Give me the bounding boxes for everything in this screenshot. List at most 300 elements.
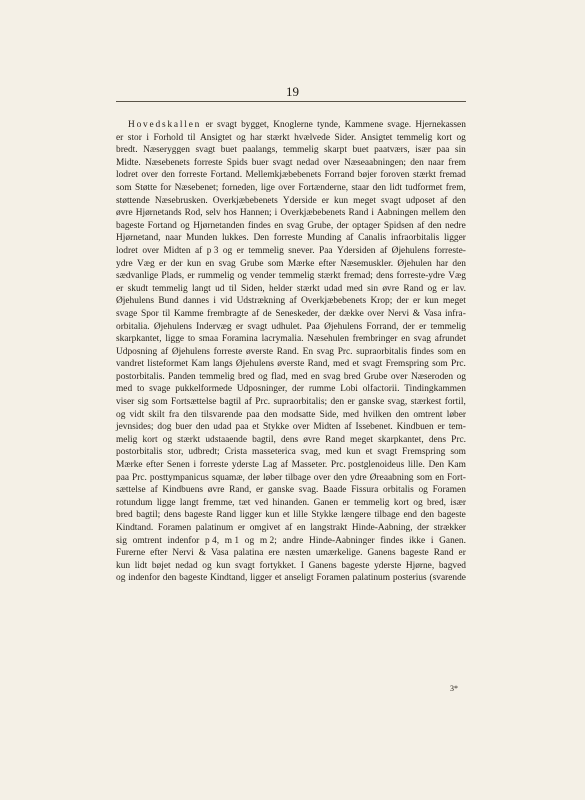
word: bageste [437, 510, 466, 521]
word: meget [353, 195, 377, 206]
word: Næseryggen [143, 145, 190, 156]
word: der [292, 384, 305, 395]
text-line [116, 182, 466, 195]
word: Kam [447, 460, 466, 471]
word: kun [116, 560, 131, 571]
word: lodret [116, 170, 138, 181]
word: er [458, 548, 466, 559]
word: smaa [198, 334, 219, 345]
word: Fortand [147, 220, 177, 231]
word: buer [251, 157, 269, 168]
word: den [452, 195, 466, 206]
word: Knoglerne [273, 120, 313, 130]
word: kun [334, 195, 349, 206]
word: til [228, 283, 237, 294]
word: hvilken [363, 409, 392, 420]
word: langt [192, 283, 211, 294]
word: bageste [341, 560, 370, 571]
word: over [323, 157, 340, 168]
word: stærkt [266, 132, 290, 143]
word: forreste [193, 157, 223, 168]
word: bøjer [357, 170, 377, 181]
word: Næsebenets [144, 157, 190, 168]
word: Kindtand. [116, 523, 154, 533]
word: kun [424, 296, 439, 307]
word: den [372, 182, 387, 193]
word: temmelig [396, 132, 433, 143]
word: og [237, 271, 247, 282]
word: udposet [405, 195, 436, 206]
word: foroven [380, 170, 410, 181]
word: er [159, 258, 167, 269]
word: indenfor [128, 573, 160, 584]
word: palatinum [195, 523, 234, 533]
word: posttympanicus [149, 472, 209, 483]
word: postorbitalis [116, 447, 163, 458]
word: har [436, 258, 449, 269]
word: af [160, 346, 169, 357]
word: med [346, 283, 363, 294]
word: den [427, 220, 442, 231]
word: forreste-ydre [396, 271, 445, 282]
text-line [116, 232, 466, 245]
word: rotundum [116, 497, 153, 508]
word: skarpkantet, [378, 434, 424, 445]
word: staar [351, 182, 370, 193]
word: dens [163, 510, 182, 521]
word: bredt. [116, 145, 138, 156]
word: Siden, [240, 283, 265, 294]
word: Midten [163, 245, 191, 256]
word: to [187, 334, 196, 345]
word: forreste [213, 346, 243, 357]
text-line [116, 547, 466, 560]
word: frem, [445, 182, 466, 193]
word: ligger [239, 510, 262, 521]
word: øverste [245, 346, 274, 357]
word: Øjehulens [116, 296, 155, 307]
word: svagt [377, 447, 398, 458]
word: Kamme [173, 308, 204, 319]
text-line [116, 119, 466, 132]
text-line [116, 321, 466, 334]
word: en [310, 371, 320, 382]
word: den [183, 409, 197, 420]
word: naar [165, 233, 182, 244]
word: der [336, 220, 349, 231]
word: Krop; [370, 296, 393, 307]
word: Sider. [334, 132, 357, 143]
word: Ganens [308, 560, 337, 571]
word: kun [346, 447, 361, 458]
word: bageste [179, 573, 208, 584]
word: omtrent [413, 409, 443, 420]
word: to [136, 384, 145, 395]
word: rumme [308, 384, 336, 395]
word: palatina [233, 548, 264, 559]
word: Næsehulen [307, 334, 349, 345]
word: fremad; [343, 271, 373, 282]
word: svag [323, 371, 341, 382]
word: med [116, 384, 133, 395]
word: Side, [319, 409, 339, 420]
word: p 3 [206, 245, 219, 256]
word: svag. [298, 485, 319, 496]
word: en [435, 472, 445, 483]
word: Kammene [344, 120, 384, 130]
word: over [313, 472, 331, 483]
word: m 1 [224, 535, 240, 546]
word: flad, [270, 371, 288, 382]
word: Yderside [282, 195, 317, 206]
word: Fortænderne, [298, 182, 349, 193]
word: vender [250, 271, 276, 282]
word: med [332, 359, 350, 370]
word: Hovedskallen [128, 120, 202, 130]
word: som [416, 472, 433, 483]
word: Øjehulens [235, 359, 274, 370]
word: Panden [168, 371, 196, 382]
text-line [116, 308, 466, 321]
word: Kindbuen [396, 422, 434, 433]
word: bagtil; [136, 510, 161, 521]
word: frembragte [207, 308, 249, 319]
word: og [413, 497, 423, 508]
word: bagtil, [252, 434, 276, 445]
word: Ganen. [439, 535, 466, 546]
word: svag, [300, 447, 321, 458]
word: især [415, 145, 431, 156]
text-line [116, 333, 466, 346]
word: med [342, 409, 359, 420]
word: og [236, 132, 246, 143]
word: Spids [226, 157, 248, 168]
word: og [222, 245, 233, 256]
word: fremad [439, 170, 466, 181]
word: m 2; [259, 535, 277, 546]
word: masseterica [252, 447, 296, 458]
word: paa [235, 422, 249, 433]
word: over [390, 371, 408, 382]
word: som [152, 397, 168, 408]
word: er [342, 497, 350, 508]
word: kort [142, 434, 158, 445]
word: paalangs, [242, 145, 278, 156]
word: Overkjæbebenets [280, 208, 346, 219]
word: Kindtand, [210, 573, 248, 584]
word: Øjehulen [397, 258, 432, 269]
word: efter [146, 460, 164, 471]
word: af [346, 233, 354, 244]
word: listeformet [147, 359, 189, 370]
word: stærkt [296, 283, 320, 294]
word: vid [220, 296, 233, 307]
text-line [116, 572, 466, 585]
word: Prc. [255, 397, 271, 408]
word: lidt [134, 560, 148, 571]
word: Næsemuskler. [340, 258, 394, 269]
word: dannes [183, 296, 210, 307]
word: nedad [175, 560, 198, 571]
word: Senen [166, 460, 190, 471]
word: i [371, 208, 374, 219]
word: af [280, 460, 289, 471]
word: svag, [387, 397, 408, 408]
word: Rand [216, 510, 237, 521]
word: helder [269, 283, 293, 294]
word: Kam [191, 359, 210, 370]
word: en [205, 258, 215, 269]
word: paa [116, 472, 130, 483]
word: i [193, 460, 197, 471]
word: ligger [443, 233, 466, 244]
word: Overkjæbebenets [212, 195, 278, 206]
word: stærkt [317, 271, 341, 282]
word: bred [116, 510, 133, 521]
text-line [116, 258, 466, 271]
word: et [352, 359, 360, 370]
word: Udposning [116, 346, 158, 357]
word: Furerne [116, 548, 146, 559]
text-line [116, 157, 466, 170]
word: forneden, [221, 182, 258, 193]
text-line [116, 434, 466, 447]
word: Lag [262, 460, 278, 471]
word: Prc. postglenoideus [330, 460, 405, 471]
text-line [116, 144, 466, 157]
word: Næseaabningen; [344, 157, 407, 168]
word: udad [324, 283, 343, 294]
word: svagt [362, 359, 383, 370]
word: Rand, [229, 485, 252, 496]
word: findes [380, 535, 404, 546]
word: og [116, 409, 126, 420]
word: Fortand. [210, 170, 243, 181]
word: fortykket. [259, 560, 297, 571]
word: bred [343, 371, 361, 382]
word: over [142, 245, 159, 256]
word: udad [213, 422, 232, 433]
word: ligger [250, 573, 272, 584]
word: kun [216, 560, 231, 571]
text-line [116, 484, 466, 497]
word: infraorbitalis [390, 233, 440, 244]
word: sin [454, 145, 466, 156]
word: En [302, 346, 314, 357]
word: udhulet. [271, 321, 302, 332]
word: løber [262, 472, 283, 483]
word: Foramen [432, 485, 466, 496]
text-line [116, 446, 466, 459]
word: bageste [400, 548, 429, 559]
word: temmelig [248, 245, 284, 256]
word: er [236, 245, 244, 256]
word: naar [427, 157, 445, 168]
word: af [344, 422, 352, 433]
word: Ganen [313, 497, 339, 508]
word: svag [286, 220, 304, 231]
word: svag [218, 258, 236, 269]
word: orbitalia. [116, 321, 150, 332]
word: bred [238, 371, 255, 382]
word: af [440, 195, 448, 206]
word: Ansigtet [360, 132, 393, 143]
word: & [412, 308, 421, 319]
word: stor, [167, 447, 184, 458]
word: og [202, 560, 212, 571]
word: selv [205, 208, 221, 219]
word: er [205, 120, 213, 130]
word: dække [339, 308, 364, 319]
word: lodret [116, 245, 138, 256]
word: dog [157, 422, 172, 433]
header-rule [116, 101, 466, 102]
word: i [430, 535, 434, 546]
word: I [300, 560, 304, 571]
word: den [452, 208, 466, 219]
word: hos [223, 208, 237, 219]
word: kun [186, 258, 202, 269]
word: efter [318, 258, 336, 269]
word: ere [268, 548, 280, 559]
word: jevnsides; [116, 422, 154, 433]
word: fremme, [203, 497, 235, 508]
word: Ydersiden [336, 245, 376, 256]
text-line [116, 497, 466, 510]
word: Seneskeder, [275, 308, 321, 319]
word: i [146, 132, 149, 143]
word: der [417, 523, 430, 533]
word: Forrand [324, 170, 355, 181]
word: og [456, 132, 466, 143]
word: og [258, 371, 268, 382]
word: svage. [387, 120, 412, 130]
word: skarpt [324, 145, 347, 156]
word: som [267, 258, 284, 269]
word: Øjehulens [171, 346, 210, 357]
word: den [452, 258, 466, 269]
word: lige [260, 182, 275, 193]
word: et [365, 447, 373, 458]
word: Øjehulens [324, 321, 363, 332]
word: Fort- [447, 472, 466, 483]
word: Canalis [358, 233, 387, 244]
word: øvre [303, 434, 320, 445]
word: indenfor [167, 535, 200, 546]
text-line [116, 535, 466, 548]
word: stærkt [177, 434, 201, 445]
word: næsten [284, 548, 311, 559]
word: Overkjæbebenets [301, 296, 367, 307]
word: den [420, 510, 435, 521]
word: temmelig [278, 271, 315, 282]
word: Støtte [135, 182, 157, 193]
word: forreste [178, 170, 208, 181]
word: Prc. [451, 434, 466, 445]
word: bageste [184, 510, 213, 521]
word: som [432, 359, 448, 370]
word: forreste [273, 233, 303, 244]
word: svagt [217, 120, 237, 130]
word: den [263, 409, 278, 420]
word: andre [282, 535, 304, 546]
text-line [116, 358, 466, 371]
word: Vasa [423, 308, 442, 319]
word: en [401, 334, 411, 345]
word: Fissura [351, 485, 379, 496]
word: temmelig [152, 283, 188, 294]
word: Grube [240, 258, 264, 269]
word: løber [446, 409, 466, 420]
word: Fremspring [402, 447, 446, 458]
word: og [418, 485, 428, 496]
word: Issebenet. [355, 422, 393, 433]
word: svag [413, 334, 431, 345]
word: dens [280, 434, 299, 445]
text-line [116, 346, 466, 359]
word: er [116, 132, 124, 143]
text-line [116, 132, 466, 145]
word: længere [341, 510, 371, 521]
word: tilbage [285, 472, 311, 483]
word: Masseter. [291, 460, 328, 471]
word: svag [316, 346, 334, 357]
word: strækker [433, 523, 466, 533]
word: skilt [148, 409, 165, 420]
word: sig [137, 397, 149, 408]
word: har [250, 132, 263, 143]
word: Spidsen [383, 220, 414, 231]
word: Prc. [451, 359, 466, 370]
word: en [274, 220, 284, 231]
word: over [292, 422, 310, 433]
word: Øreaabning [369, 472, 414, 483]
word: omtrent [132, 535, 162, 546]
word: Næsebenet; [174, 182, 219, 193]
word: Crista [224, 447, 248, 458]
word: og [456, 371, 466, 382]
word: er [347, 397, 355, 408]
word: Indervæg [196, 321, 232, 332]
word: ganske [268, 485, 295, 496]
word: paatværs, [374, 145, 410, 156]
word: der [170, 258, 183, 269]
word: af [289, 296, 297, 307]
word: temmelig [199, 371, 235, 382]
text-line [116, 409, 466, 422]
word: over [278, 182, 295, 193]
word: og [162, 434, 173, 445]
word: lukkes. [221, 233, 249, 244]
word: dens [428, 434, 446, 445]
word: et [282, 510, 290, 521]
word: meget [442, 296, 466, 307]
word: Mellemkjæbebenets [245, 170, 322, 181]
word: Prc. [337, 346, 353, 357]
word: for [160, 182, 172, 193]
word: Den [253, 233, 270, 244]
word: viser [116, 397, 135, 408]
word: er [116, 283, 124, 294]
word: bagved [438, 560, 466, 571]
word: der [396, 296, 409, 307]
word: temmelig [354, 497, 390, 508]
word: langs [212, 359, 233, 370]
word: som [116, 182, 132, 193]
word: og [116, 573, 126, 584]
word: nedad [296, 157, 320, 168]
word: yderste [231, 460, 259, 471]
